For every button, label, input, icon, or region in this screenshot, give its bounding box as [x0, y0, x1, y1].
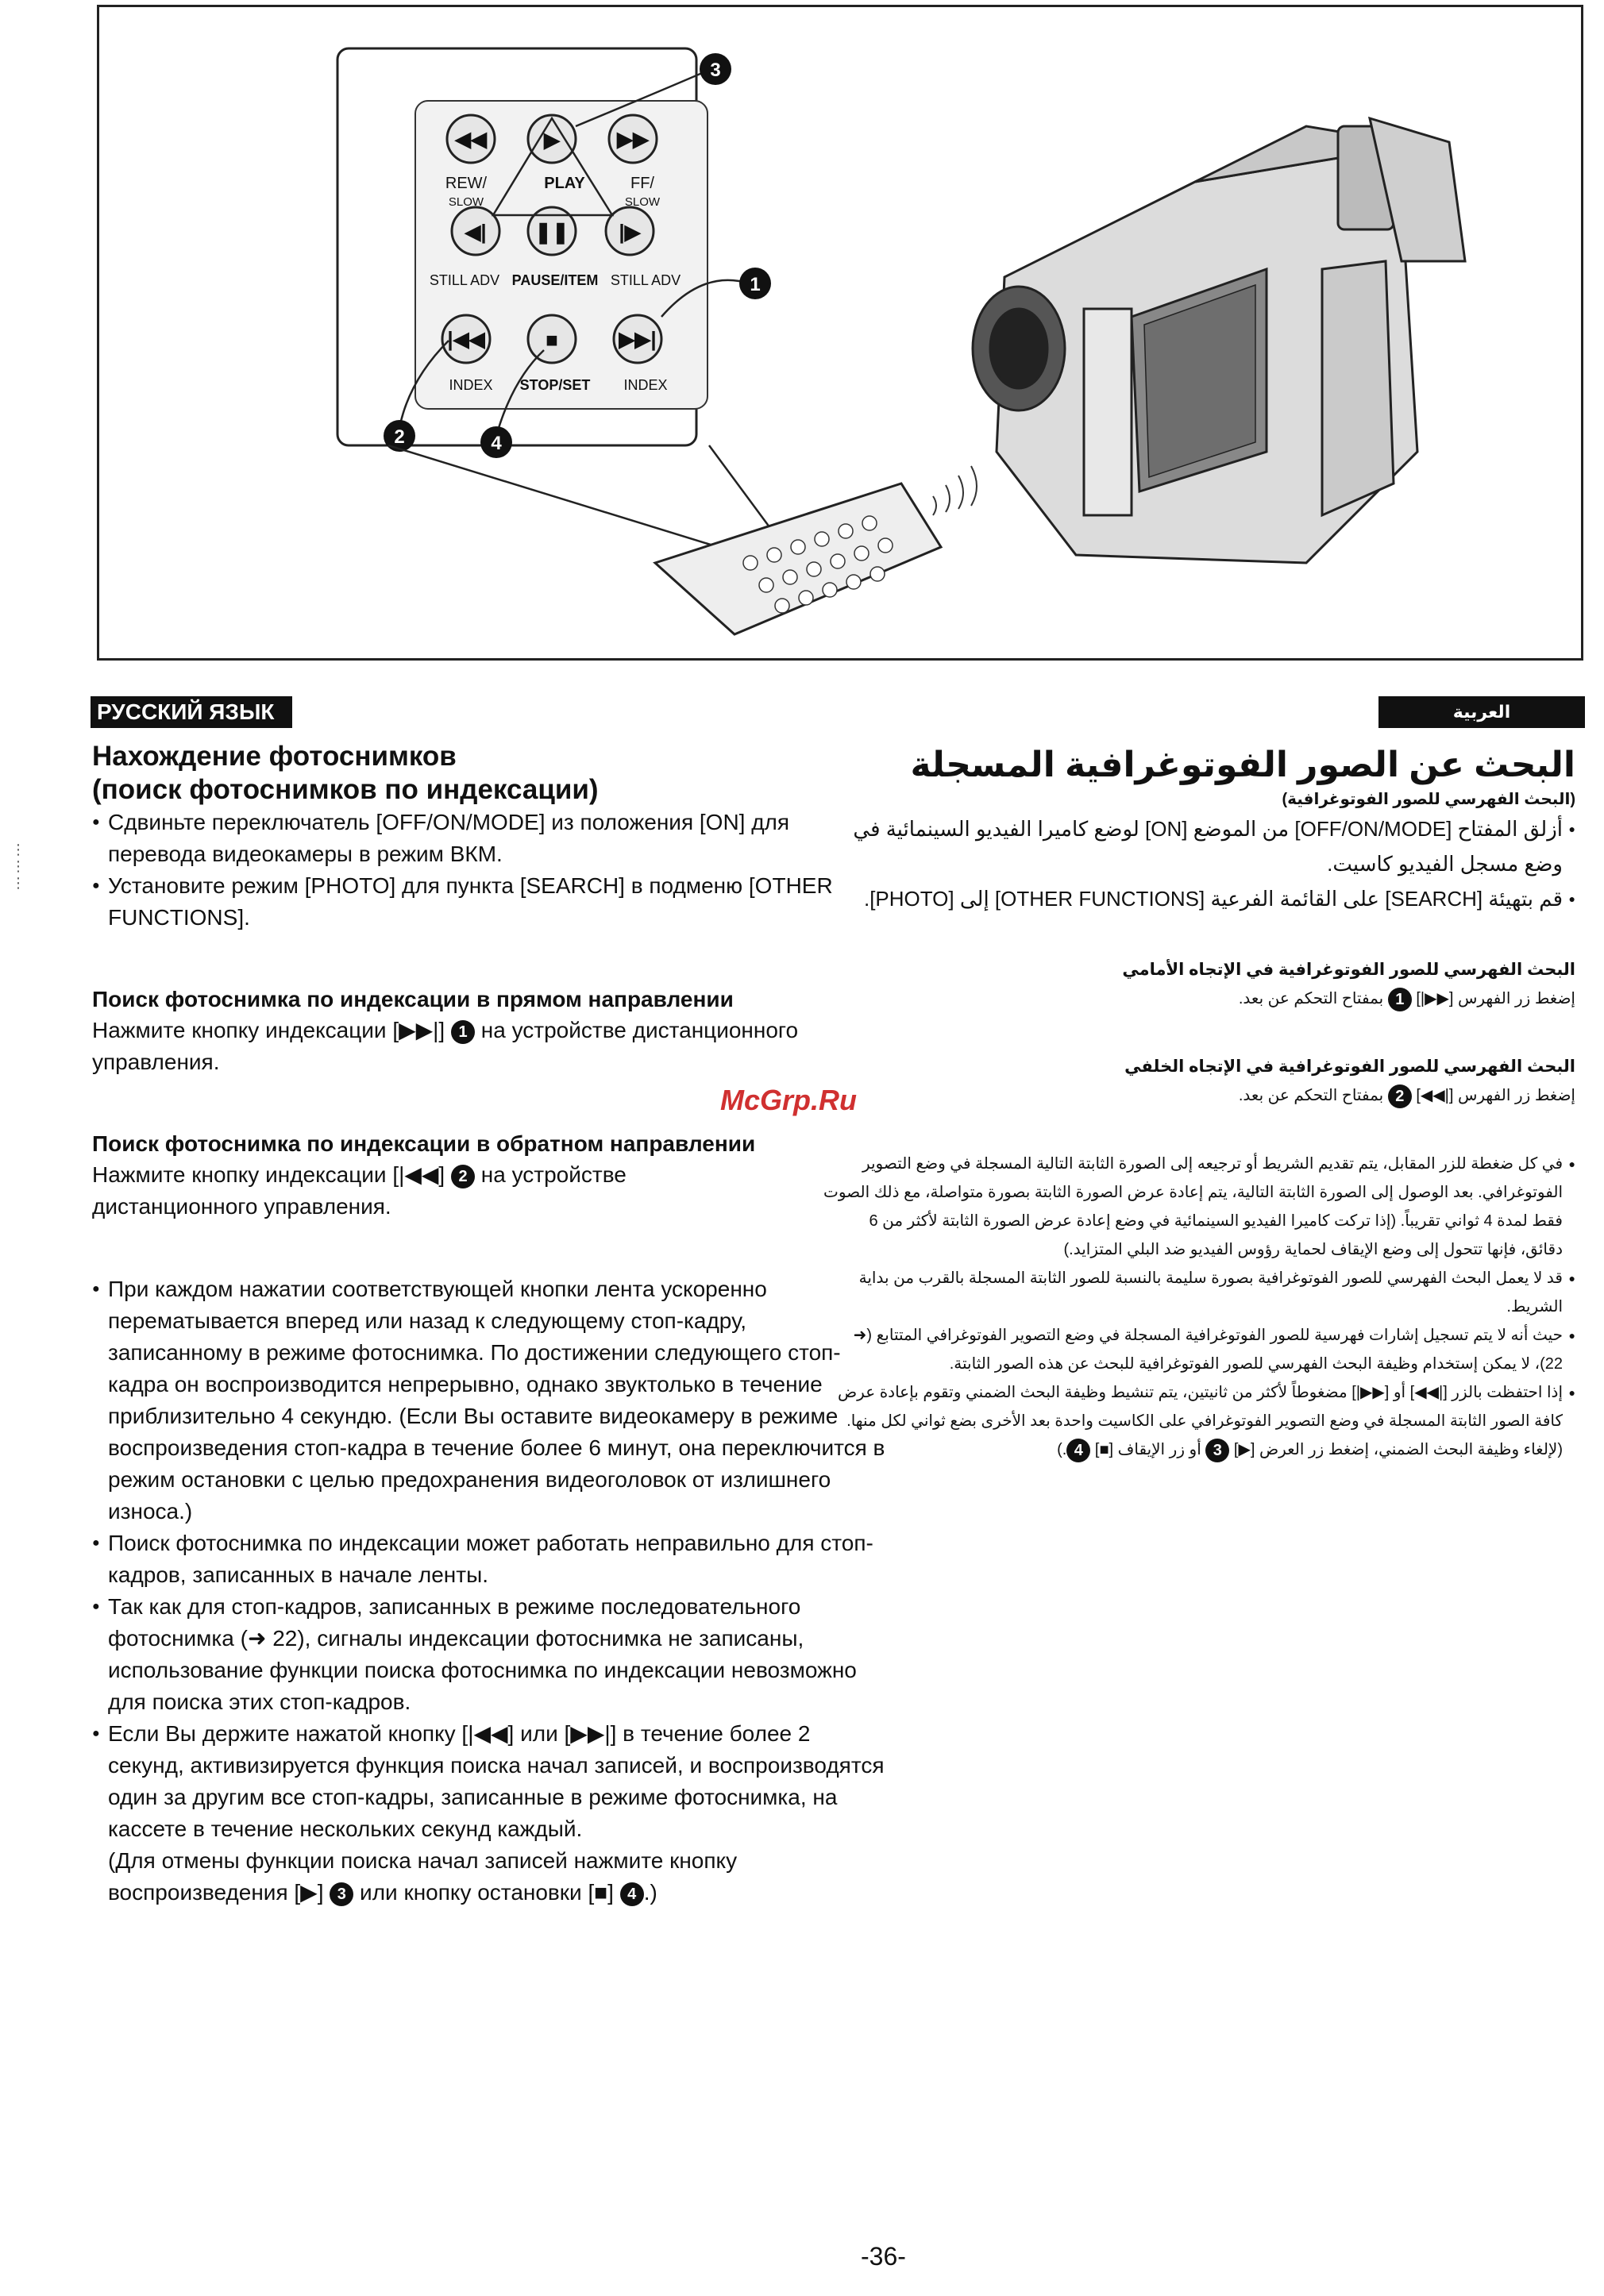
arabic-column [823, 743, 1575, 1464]
note-3: ● Так как для стоп-кадров, записанных в режиме последовательного фотоснимка (➜ 22), сигналы индексации фотоснимка не записаны, использование функции поиска фотоснимка по индексации невозможно для поиска этих стоп-кадров. [92, 1591, 886, 1718]
intro-step-1: ● Сдвиньте переключатель [OFF/ON/MODE] из положения [ON] для перевода видеокамеры в режим ВКМ. [92, 807, 886, 870]
arabic-note-1: ● في كل ضغطة للزر المقابل، يتم تقديم الشريط أو ترجيعه إلى الصورة الثابتة التالية المسجلة في وضع التصوير الفوتوغرافي. بعد الوصول إلى الصورة الثابتة التالية، يتم إعادة عرض الصورة الثابتة بصورة متواصلة، مع ذلك الصوت فقط لمدة 4 ثواني تقريباً. (إذا تركت كاميرا الفيديو السينمائية في وضع إعادة عرض الصورة الثابتة لأكثر من 6 دقائق، فإنها تتحول إلى وضع الإيقاف لحماية رؤوس الفيديو ضد البلي المتزايد.) [823, 1150, 1575, 1264]
arabic-reverse-text: إضغط زر الفهرس [|◀◀] 2 بمفتاح التحكم عن بعد. [823, 1081, 1575, 1110]
page-number: -36- [861, 2242, 906, 2271]
arabic-section-title: البحث عن الصور الفوتوغرافية المسجلة [910, 745, 1575, 784]
callout-4-icon: 4 [620, 1882, 644, 1906]
illustration-frame [97, 5, 1583, 661]
language-badge-arabic: العربية [1378, 696, 1585, 728]
arabic-note-3: ● حيث أنه لا يتم تسجيل إشارات فهرسية للصور الفوتوغرافية المسجلة في وضع التصوير الفوتوغرافي المتتابع (➜ 22)، لا يمكن إستخدام وظيفة البحث الفهرسي للصور الفوتوغرافية للبحث عن هذه الصور الثابتة. [823, 1321, 1575, 1378]
remote-and-camera-illustration [99, 7, 1581, 658]
callout-3-icon: 3 [330, 1882, 353, 1906]
callout-2-icon: 2 [451, 1165, 475, 1188]
svg-text:2: 2 [394, 426, 405, 448]
svg-text:STOP/SET: STOP/SET [519, 377, 591, 393]
svg-text:4: 4 [491, 433, 502, 454]
section-title: Нахождение фотоснимков [92, 741, 457, 772]
callout-4 [480, 426, 512, 458]
svg-text:SLOW: SLOW [448, 195, 484, 209]
callout-1-icon: 1 [451, 1020, 475, 1044]
watermark: McGrp.Ru [720, 1084, 858, 1116]
arabic-callout-1-icon: 1 [1388, 988, 1412, 1011]
svg-text:PLAY: PLAY [544, 175, 585, 192]
note-4: ● Если Вы держите нажатой кнопку [|◀◀] или [▶▶|] в течение более 2 секунд, активизируется функция поиска начал записей, и воспроизводятся один за другим все стоп-кадры, записанные в режиме фотоснимка, на кассете в течение нескольких секунд каждый. [92, 1718, 886, 1845]
svg-text:■: ■ [546, 328, 558, 352]
arabic-callout-2-icon: 2 [1388, 1084, 1412, 1108]
arabic-note-4: ● إذا احتفظت بالزر [|◀◀] أو [▶▶|] مضغوطاً لأكثر من ثانيتين، يتم تنشيط وظيفة البحث الضمني وتقوم بإعادة عرض كافة الصور الثابتة المسجلة في وضع التصوير الفوتوغرافي على الكاسيت واحدة بعد الأخرى بضع ثواني لكل منها. [823, 1378, 1575, 1435]
language-badge-russian: РУССКИЙ ЯЗЫК [91, 696, 292, 728]
svg-text:|◀◀: |◀◀ [447, 327, 485, 351]
reverse-search-heading: Поиск фотоснимка по индексации в обратном направлении [92, 1131, 756, 1156]
svg-text:REW/: REW/ [445, 175, 488, 192]
russian-column [92, 740, 886, 1909]
arabic-note-2: ● قد لا يعمل البحث الفهرسي للصور الفوتوغرافية بصورة سليمة بالنسبة للصور الثابتة المسجلة بالقرب من بداية الشريط. [823, 1264, 1575, 1321]
arabic-cancel-instructions: (لإلغاء وظيفة البحث الضمني، إضغط زر العرض [▶] 3 أو زر الإيقاف [■] 4.) [823, 1435, 1575, 1464]
callout-2 [384, 420, 415, 452]
arabic-reverse-heading: البحث الفهرسي للصور الفوتوغرافية في الإتجاه الخلفي [1124, 1057, 1575, 1076]
svg-text:FF/: FF/ [630, 175, 654, 192]
svg-text:SLOW: SLOW [624, 195, 661, 209]
margin-mark: ⋮ ⋮ ⋮ [11, 842, 25, 891]
svg-text:◀◀: ◀◀ [455, 127, 487, 151]
svg-text:▶▶: ▶▶ [617, 127, 649, 151]
arabic-callout-3-icon: 3 [1205, 1439, 1229, 1462]
intro-step-2: ● Установите режим [PHOTO] для пункта [SEARCH] в подменю [OTHER FUNCTIONS]. [92, 870, 886, 934]
svg-text:|▶: |▶ [619, 220, 641, 244]
arabic-section-subtitle: (البحث الفهرسي للصور الفوتوغرافية) [1282, 791, 1575, 808]
section-subtitle: (поиск фотоснимков по индексации) [92, 774, 599, 805]
remote-control [655, 483, 941, 634]
reverse-search-text: Нажмите кнопку индексации [|◀◀] 2 на устройстве дистанционного управления. [92, 1162, 627, 1219]
svg-text:INDEX: INDEX [623, 377, 668, 393]
arabic-callout-4-icon: 4 [1066, 1439, 1090, 1462]
svg-text:STILL ADV: STILL ADV [429, 272, 500, 288]
svg-text:◀|: ◀| [465, 220, 487, 244]
svg-text:▶: ▶ [544, 128, 560, 152]
note-2: ● Поиск фотоснимка по индексации может работать неправильно для стоп-кадров, записанных в начале ленты. [92, 1527, 886, 1591]
svg-text:STILL ADV: STILL ADV [610, 272, 681, 288]
forward-search-text: Нажмите кнопку индексации [▶▶|] 1 на устройстве дистанционного управления. [92, 1018, 799, 1074]
arabic-intro-step-1: ● أزلق المفتاح [OFF/ON/MODE] من الموضع [ON] لوضع كاميرا الفيديو السينمائية في وضع مسجل الفيديو كاسيت. [823, 811, 1575, 881]
svg-text:▶▶|: ▶▶| [619, 327, 657, 351]
callout-3 [700, 53, 731, 85]
callout-1 [739, 268, 771, 299]
forward-search-heading: Поиск фотоснимка по индексации в прямом направлении [92, 987, 734, 1011]
arabic-forward-text: إضغط زر الفهرس [▶▶|] 1 بمفتاح التحكم عن بعد. [823, 984, 1575, 1013]
ir-signal-icon [933, 466, 977, 515]
svg-text:❚❚: ❚❚ [534, 220, 569, 244]
camcorder [973, 118, 1465, 563]
note-1: ● При каждом нажатии соответствующей кнопки лента ускоренно перематывается вперед или назад к следующему стоп-кадру, записанному в режиме фотоснимка. По достижении следующего стоп-кадра он воспроизводится непрерывно, однако звуктолько в течение приблизительно 4 секундю. (Если Вы оставите видеокамеру в режиме воспроизведения стоп-кадра в течение более 6 минут, она переключится в режим остановки с целью предохранения видеоголовок от излишнего износа.) [92, 1273, 886, 1527]
svg-text:PAUSE/ITEM: PAUSE/ITEM [511, 272, 599, 288]
svg-text:1: 1 [750, 274, 761, 295]
svg-text:3: 3 [710, 60, 721, 81]
cancel-instructions: (Для отмены функции поиска начал записей нажмите кнопку воспроизведения [▶] 3 или кнопку остановки [■] 4 .) [108, 1848, 738, 1905]
arabic-intro-step-2: ● قم بتهيئة [SEARCH] على القائمة الفرعية [OTHER FUNCTIONS] إلى [PHOTO]. [823, 881, 1575, 916]
svg-text:INDEX: INDEX [449, 377, 493, 393]
arabic-forward-heading: البحث الفهرسي للصور الفوتوغرافية في الإتجاه الأمامي [1122, 961, 1575, 979]
